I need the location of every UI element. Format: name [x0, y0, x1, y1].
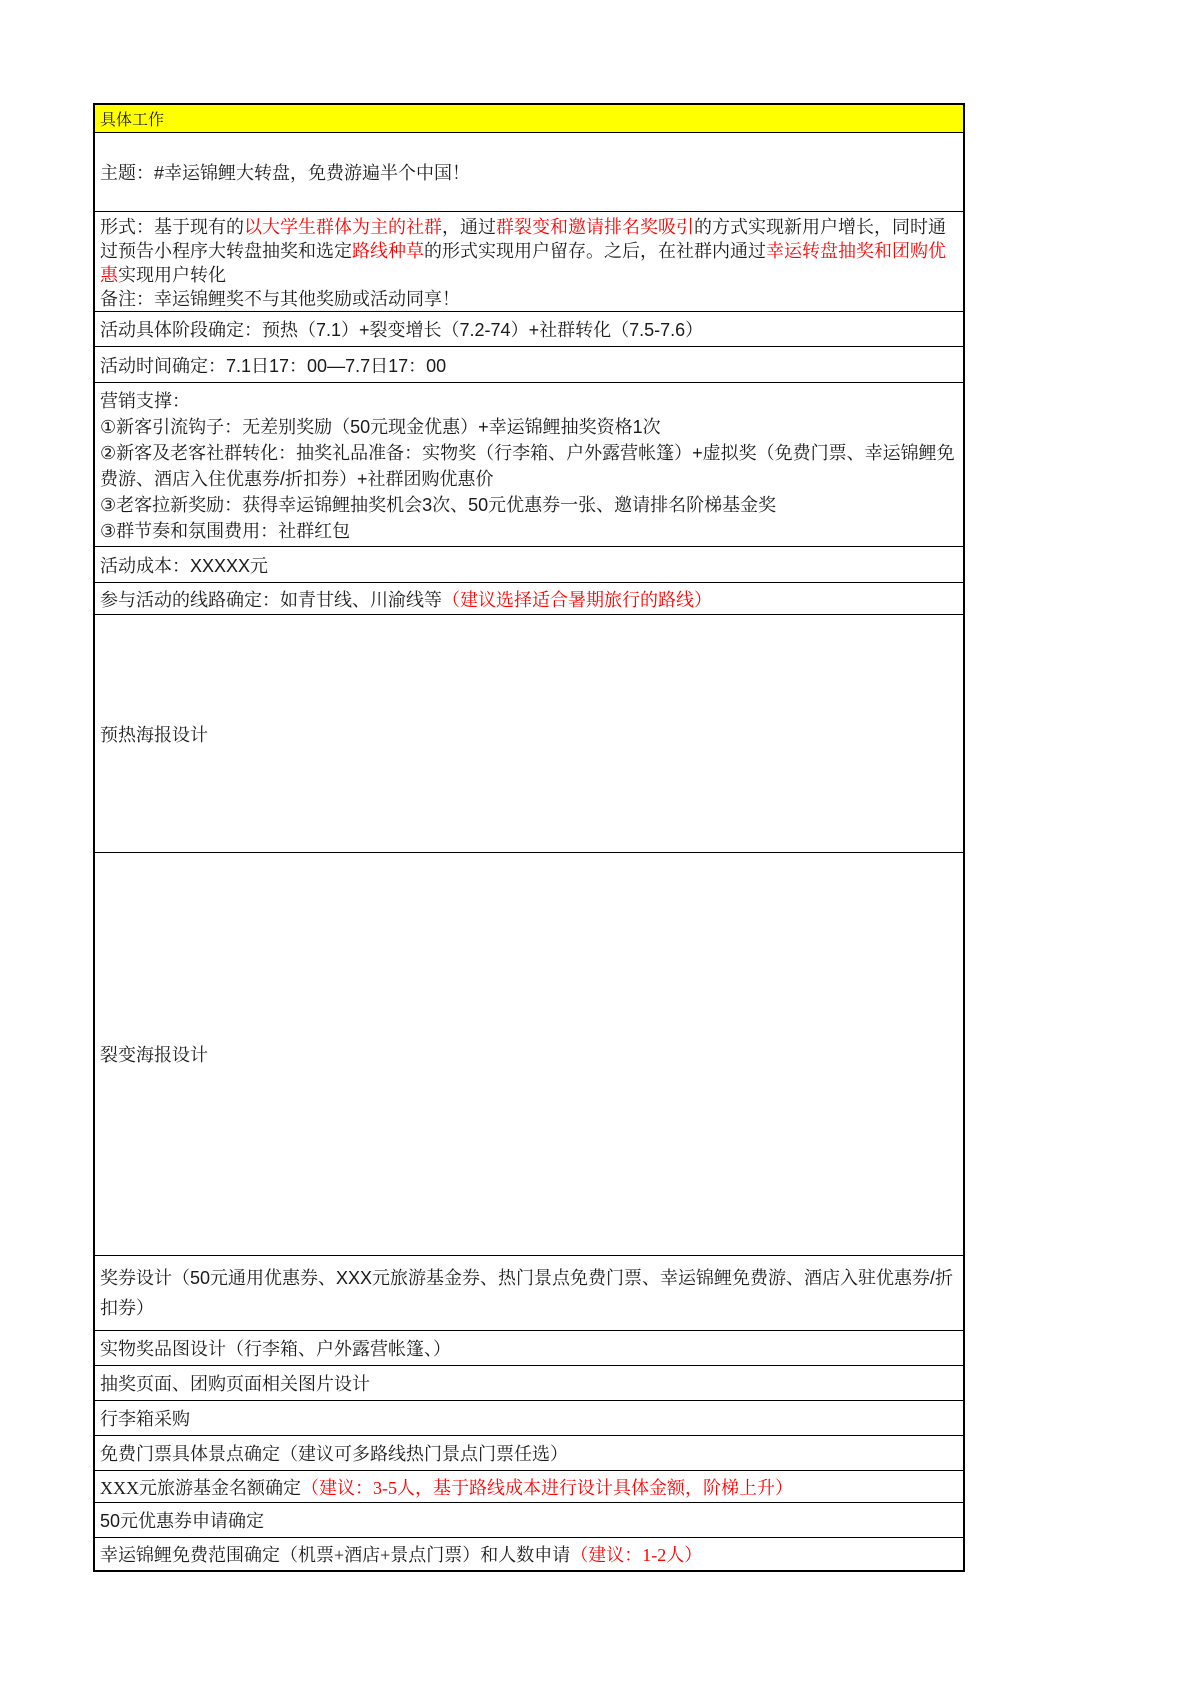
text-segment: 形式：基于现有的 — [100, 217, 244, 237]
row-coupon-design — [95, 1256, 963, 1331]
cost-text: 活动成本：XXXXX元 — [100, 555, 269, 576]
row-format — [95, 212, 963, 312]
text-segment: （建议：3-5人，基于路线成本进行设计具体金额，阶梯上升） — [301, 1477, 793, 1498]
row-tickets — [95, 1436, 963, 1471]
text-segment: 参与活动的线路确定：如青甘线、川渝线等 — [100, 589, 442, 610]
text-segment: 幸运锦鲤免费范围确定（机票+酒店+景点门票）和人数申请 — [100, 1545, 571, 1565]
tickets-text: 免费门票具体景点确定（建议可多路线热门景点门票任选） — [100, 1444, 568, 1464]
text-segment: （建议选择适合暑期旅行的路线） — [442, 589, 712, 610]
theme-text: 主题：#幸运锦鲤大转盘，免费游遍半个中国！ — [100, 163, 471, 183]
text-segment: XXX元旅游基金名额确定 — [100, 1477, 301, 1498]
row-poster-fission — [95, 853, 963, 1256]
stage-text: 活动具体阶段确定：预热（7.1）+裂变增长（7.2-74）+社群转化（7.5-7.6） — [100, 320, 704, 340]
coupon-design-text: 奖券设计（50元通用优惠券、XXX元旅游基金券、热门景点免费门票、幸运锦鲤免费游、酒店入驻优惠券/折扣券） — [100, 1268, 954, 1318]
text-segment: 以大学生群体为主的社群 — [244, 217, 442, 237]
row-stage — [95, 312, 963, 347]
format-note: 备注：幸运锦鲤奖不与其他奖励或活动同享！ — [100, 289, 460, 309]
koi-scope-text — [95, 1541, 706, 1567]
marketing-line: ③群节奏和氛围费用：社群红包 — [100, 521, 351, 541]
format-paragraph — [100, 217, 946, 285]
text-segment: 群裂变和邀请排名奖吸引 — [496, 217, 694, 237]
row-theme — [95, 133, 963, 212]
text-segment: 路线种草 — [352, 241, 424, 261]
row-routes — [95, 583, 963, 615]
physical-prize-text: 实物奖品图设计（行李箱、户外露营帐篷、） — [100, 1339, 451, 1359]
marketing-line: ③老客拉新奖励：获得幸运锦鲤抽奖机会3次、50元优惠券一张、邀请排名阶梯基金奖 — [100, 495, 777, 515]
text-segment: （建议：1-2人） — [570, 1545, 703, 1565]
poster-warmup-text: 预热海报设计 — [100, 724, 208, 745]
text-segment: 的形式实现用户留存。之后，在社群内通过 — [424, 241, 766, 261]
poster-fission-text: 裂变海报设计 — [100, 1045, 208, 1065]
format-cell — [95, 212, 963, 311]
fund-text — [95, 1474, 797, 1500]
row-koi-scope — [95, 1538, 963, 1570]
row-coupon-50 — [95, 1503, 963, 1538]
text-segment: 的方式实现新用户增长，同时通过预告小程序大转盘抽奖和选定 — [100, 217, 946, 261]
row-marketing — [95, 383, 963, 547]
row-header — [95, 105, 963, 133]
row-page-design — [95, 1366, 963, 1401]
row-cost — [95, 547, 963, 583]
text-segment: ，通过 — [442, 217, 496, 237]
text-segment: 实现用户转化 — [118, 265, 226, 285]
row-poster-warmup — [95, 615, 963, 853]
marketing-cell — [95, 383, 963, 544]
text-segment: 幸运转盘抽奖和团购优惠 — [100, 241, 946, 285]
marketing-line: 营销支撑： — [100, 391, 190, 411]
row-physical-prize — [95, 1331, 963, 1366]
marketing-line: ①新客引流钩子：无差别奖励（50元现金优惠）+幸运锦鲤抽奖资格1次 — [100, 417, 661, 437]
coupon-50-text: 50元优惠券申请确定 — [100, 1511, 265, 1531]
page-design-text: 抽奖页面、团购页面相关图片设计 — [100, 1374, 370, 1394]
luggage-text: 行李箱采购 — [100, 1409, 190, 1429]
row-time — [95, 347, 963, 383]
time-text: 活动时间确定：7.1日17：00—7.7日17：00 — [100, 355, 447, 376]
table-header-label: 具体工作 — [100, 112, 165, 129]
work-plan-table — [93, 103, 965, 1572]
row-fund — [95, 1471, 963, 1503]
row-luggage — [95, 1401, 963, 1436]
routes-text — [95, 586, 716, 612]
marketing-line: ②新客及老客社群转化：抽奖礼品准备：实物奖（行李箱、户外露营帐篷）+虚拟奖（免费门票、幸运锦鲤免费游、酒店入住优惠券/折扣券）+社群团购优惠价 — [100, 443, 955, 489]
